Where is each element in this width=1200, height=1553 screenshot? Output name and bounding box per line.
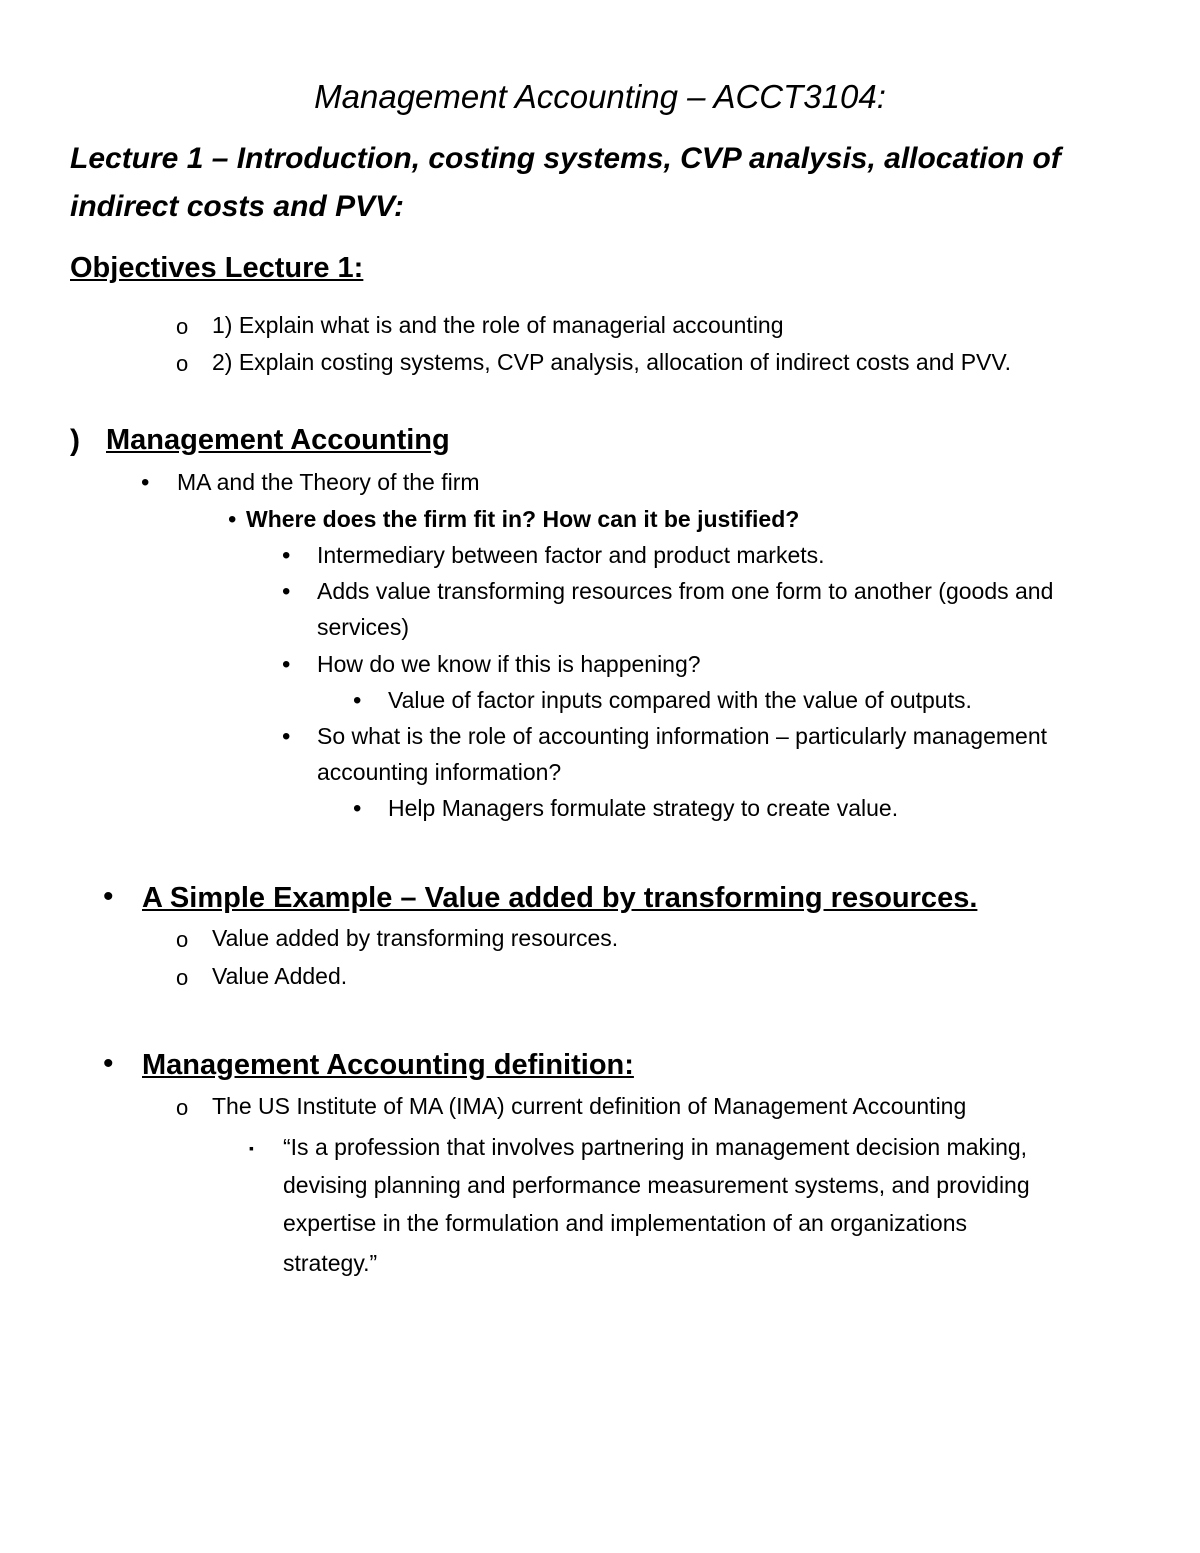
point-4-sub: Help Managers formulate strategy to create value. [388,795,899,821]
point-2-line-2: services) [317,614,410,640]
objective-item-1: 1) Explain what is and the role of managerial accounting [212,312,784,338]
objective-bullet-1: o [176,314,189,339]
objectives-heading: Objectives Lecture 1: [70,252,364,284]
point-3-sub: Value of factor inputs compared with the value of outputs. [388,687,972,713]
bullet-icon: • [228,506,237,533]
section-2-item-2: Value Added. [212,963,348,989]
section-1-item: MA and the Theory of the firm [177,469,480,495]
document-title: Management Accounting – ACCT3104: [314,78,886,115]
section-1-subheading: Where does the firm fit in? How can it be justified? [246,506,800,532]
definition-quote-line-1: “Is a profession that involves partnering in management decision making, [283,1134,1028,1160]
objective-bullet-2: o [176,351,189,376]
point-4-line-1: So what is the role of accounting information – particularly management [317,723,1048,749]
section-3-bullet: o [176,1095,189,1120]
bullet-icon: • [103,880,114,913]
section-1-marker: ) [70,424,80,457]
section-2-bullet-2: o [176,965,189,990]
bullet-icon: • [353,687,362,714]
section-2-bullet-1: o [176,927,189,952]
bullet-icon: • [353,795,362,822]
lecture-heading-line-1: Lecture 1 – Introduction, costing systems, CVP analysis, allocation of [70,142,1061,175]
point-3: How do we know if this is happening? [317,651,701,677]
bullet-icon: • [282,578,291,605]
square-bullet-icon: ▪ [249,1140,254,1156]
point-1: Intermediary between factor and product markets. [317,542,825,568]
bullet-icon: • [282,651,291,678]
section-2-item-1: Value added by transforming resources. [212,925,619,951]
section-1-heading: Management Accounting [106,424,450,456]
section-3-item: The US Institute of MA (IMA) current definition of Management Accounting [212,1093,967,1119]
bullet-icon: • [282,542,291,569]
definition-quote-line-2: devising planning and performance measurement systems, and providing [283,1172,1030,1198]
section-3-heading: Management Accounting definition: [142,1049,634,1081]
point-4-line-2: accounting information? [317,759,562,785]
bullet-icon: • [282,723,291,750]
lecture-heading-line-2: indirect costs and PVV: [70,190,404,223]
section-2-heading: A Simple Example – Value added by transforming resources. [142,882,978,914]
point-2-line-1: Adds value transforming resources from one form to another (goods and [317,578,1054,604]
objective-item-2: 2) Explain costing systems, CVP analysis, allocation of indirect costs and PVV. [212,349,1012,375]
definition-quote-line-4: strategy.” [283,1250,378,1276]
bullet-icon: • [141,469,150,496]
definition-quote-line-3: expertise in the formulation and implementation of an organizations [283,1210,968,1236]
bullet-icon: • [103,1047,114,1080]
